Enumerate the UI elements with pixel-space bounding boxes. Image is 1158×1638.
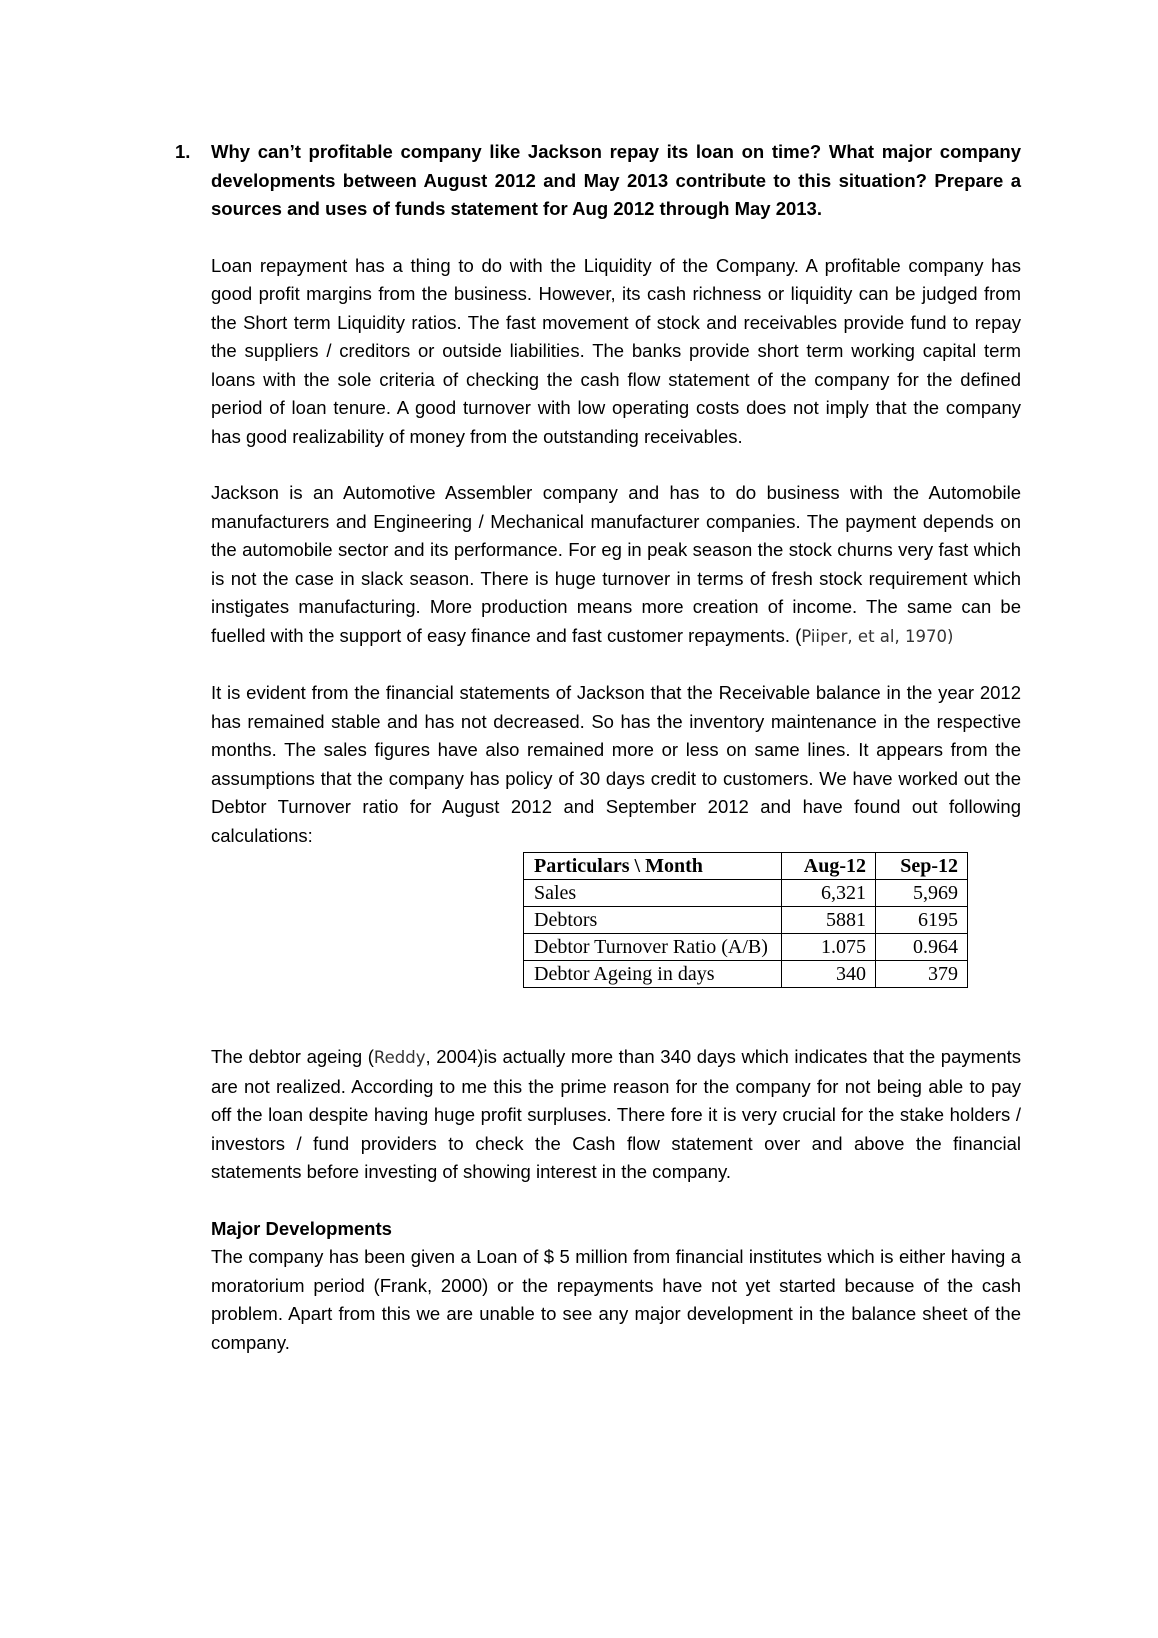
- row-sep-value: 379: [876, 961, 968, 988]
- row-aug-value: 6,321: [782, 880, 876, 907]
- paragraph-receivables: It is evident from the financial statements of Jackson that the Receivable balance in the year 2012 has remained stable and has not decreased. So has the inventory maintenance in the respective months. The sales figures have also remained more or less on same lines. It appears from the assumptions that the company has policy of 30 days credit to customers. We have worked out the Debtor Turnover ratio for August 2012 and September 2012 and have found out following calculations:: [211, 682, 1021, 846]
- paragraph-major-developments: The company has been given a Loan of $ 5 million from financial institutes which is either having a moratorium period (Frank, 2000) or the repayments have not yet started because of the cash problem. Apart from this we are unable to see any major development in the balance sheet of the company.: [211, 1246, 1021, 1353]
- header-particulars: Particulars \ Month: [524, 853, 782, 880]
- row-aug-value: 340: [782, 961, 876, 988]
- table-row: [524, 907, 968, 934]
- row-label: Debtor Ageing in days: [524, 961, 782, 988]
- major-developments-heading: Major Developments: [211, 1217, 392, 1239]
- row-label: Debtors: [524, 907, 782, 934]
- paragraph-debtor-ageing-before: The debtor ageing (: [211, 1046, 374, 1067]
- debtor-turnover-table: [523, 852, 968, 988]
- citation-piiper: Piiper, et al, 1970): [801, 626, 954, 646]
- row-sep-value: 0.964: [876, 934, 968, 961]
- row-aug-value: 1.075: [782, 934, 876, 961]
- document-body: [175, 138, 1022, 1357]
- row-label: Debtor Turnover Ratio (A/B): [524, 934, 782, 961]
- paragraph-debtor-ageing: [211, 1043, 1021, 1187]
- table-row: [524, 880, 968, 907]
- paragraph-automotive: [211, 479, 1021, 651]
- paragraph-automotive-text: Jackson is an Automotive Assembler company and has to do business with the Automobile manufacturers and Engineering / Mechanical manufacturer companies. The payment depends on the automobile sector and its performance. For eg in peak season the stock churns very fast which is not the case in slack season. There is huge turnover in terms of fresh stock requirement which instigates manufacturing. More production means more creation of income. The same can be fuelled with the support of easy finance and fast customer repayments. (: [211, 482, 1021, 646]
- citation-reddy: Reddy: [373, 1048, 426, 1067]
- table-row: [524, 961, 968, 988]
- header-aug-12: Aug-12: [782, 853, 876, 880]
- table-row: [524, 934, 968, 961]
- row-aug-value: 5881: [782, 907, 876, 934]
- row-label: Sales: [524, 880, 782, 907]
- question-number: 1.: [175, 141, 191, 162]
- header-sep-12: Sep-12: [876, 853, 968, 880]
- row-sep-value: 5,969: [876, 880, 968, 907]
- question-text: Why can’t profitable company like Jackson repay its loan on time? What major company developments between August 2012 and May 2013 contribute to this situation? Prepare a sources and uses of funds statement for Aug 2012 through May 2013.: [211, 141, 1021, 219]
- paragraph-debtor-ageing-after: , 2004)is actually more than 340 days which indicates that the payments are not realized. According to me this the prime reason for the company for not being able to pay off the loan despite having huge profit surpluses. There fore it is very crucial for the stake holders / investors / fund providers to check the Cash flow statement over and above the financial statements before investing of showing interest in the company.: [211, 1046, 1022, 1182]
- paragraph-liquidity: Loan repayment has a thing to do with the Liquidity of the Company. A profitable company has good profit margins from the business. However, its cash richness or liquidity can be judged from the Short term Liquidity ratios. The fast movement of stock and receivables provide fund to repay the suppliers / creditors or outside liabilities. The banks provide short term working capital term loans with the sole criteria of checking the cash flow statement of the company for the defined period of loan tenure. A good turnover with low operating costs does not imply that the company has good realizability of money from the outstanding receivables.: [211, 254, 1021, 447]
- row-sep-value: 6195: [876, 907, 968, 934]
- table-header-row: [524, 853, 968, 880]
